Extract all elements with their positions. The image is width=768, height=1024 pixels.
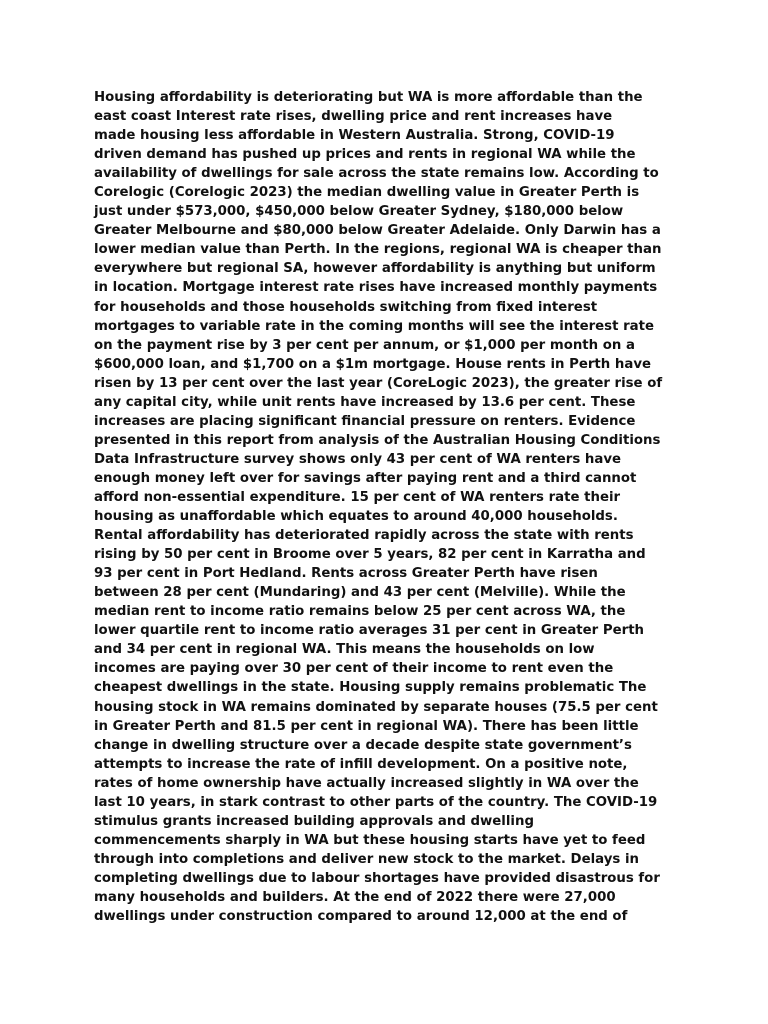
text-line: afford non-essential expenditure. 15 per cent of WA renters rate their [94,489,621,505]
text-line: incomes are paying over 30 per cent of their income to rent even the [94,661,614,677]
text-line: increases are placing significant financial pressure on renters. Evidence [94,413,636,429]
text-line: Greater Melbourne and $80,000 below Greater Adelaide. Only Darwin has a [94,223,661,239]
text-line: many households and builders. At the end of 2022 there were 27,000 [94,889,616,905]
text-line: in location. Mortgage interest rate rises have increased monthly payments [94,280,658,296]
text-line: and 34 per cent in regional WA. This means the households on low [94,642,595,658]
text-line: driven demand has pushed up prices and rents in regional WA while the [94,147,636,163]
text-line: through into completions and deliver new stock to the market. Delays in [94,851,639,867]
text-line: attempts to increase the rate of infill development. On a positive note, [94,756,628,772]
text-line: last 10 years, in stark contrast to other parts of the country. The COVID-19 [94,794,658,810]
text-line: Housing affordability is deteriorating but WA is more affordable than the [94,90,643,105]
text-line: just under $573,000, $450,000 below Greater Sydney, $180,000 below [94,204,624,220]
text-line: change in dwelling structure over a decade despite state government’s [94,737,632,753]
text-line: made housing less affordable in Western Australia. Strong, COVID-19 [94,128,615,144]
text-line: cheapest dwellings in the state. Housing supply remains problematic The [94,680,647,696]
body-paragraph [94,88,684,926]
text-line: rising by 50 per cent in Broome over 5 years, 82 per cent in Karratha and [94,547,646,563]
text-line: in Greater Perth and 81.5 per cent in regional WA). There has been little [94,718,639,734]
text-line: 93 per cent in Port Hedland. Rents across Greater Perth have risen [94,566,598,582]
text-line: housing as unaffordable which equates to around 40,000 households. [94,509,618,525]
document-page [94,88,684,926]
text-line: east coast Interest rate rises, dwelling price and rent increases have [94,109,613,125]
text-line: for households and those households switching from fixed interest [94,299,598,315]
text-line: median rent to income ratio remains below 25 per cent across WA, the [94,604,626,620]
text-line: completing dwellings due to labour shortages have provided disastrous for [94,870,660,886]
text-line: mortgages to variable rate in the coming months will see the interest rate [94,318,654,334]
text-line: any capital city, while unit rents have increased by 13.6 per cent. These [94,394,636,410]
text-line: everywhere but regional SA, however affordability is anything but uniform [94,261,656,277]
text-line: presented in this report from analysis of the Australian Housing Conditions [94,432,661,448]
text-line: dwellings under construction compared to around 12,000 at the end of [94,909,628,925]
text-line: Corelogic (Corelogic 2023) the median dwelling value in Greater Perth is [94,185,640,201]
text-line: Data Infrastructure survey shows only 43 per cent of WA renters have [94,451,622,467]
text-line: lower quartile rent to income ratio averages 31 per cent in Greater Perth [94,623,645,639]
text-line: between 28 per cent (Mundaring) and 43 per cent (Melville). While the [94,585,626,601]
text-line: enough money left over for savings after paying rent and a third cannot [94,470,637,486]
text-line: availability of dwellings for sale across the state remains low. According to [94,166,659,182]
text-line: commencements sharply in WA but these housing starts have yet to feed [94,832,646,848]
text-line: $600,000 loan, and $1,700 on a $1m mortgage. House rents in Perth have [94,356,652,372]
text-line: lower median value than Perth. In the regions, regional WA is cheaper than [94,242,662,258]
text-line: rates of home ownership have actually increased slightly in WA over the [94,775,639,791]
text-line: stimulus grants increased building approvals and dwelling [94,813,534,829]
text-line: risen by 13 per cent over the last year (CoreLogic 2023), the greater rise of [94,375,663,391]
text-line: housing stock in WA remains dominated by separate houses (75.5 per cent [94,699,658,715]
text-line: Rental affordability has deteriorated rapidly across the state with rents [94,528,634,544]
text-line: on the payment rise by 3 per cent per annum, or $1,000 per month on a [94,337,635,353]
